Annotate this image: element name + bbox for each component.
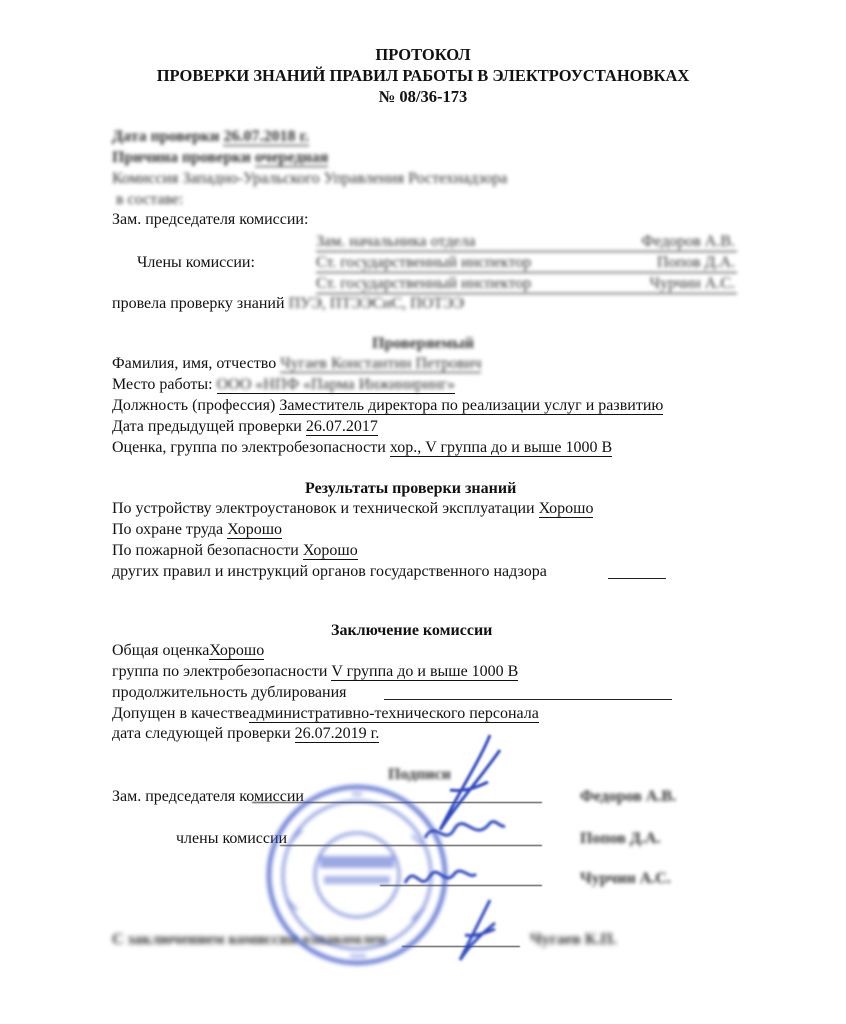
duplication-label: продолжительность дублирования xyxy=(112,684,347,701)
admission-label: Допущен в качестве xyxy=(112,705,250,722)
signatures-heading: Подписи xyxy=(388,766,451,783)
grade-value: хор., V группа до и выше 1000 В xyxy=(389,439,613,456)
document-subtitle: ПРОВЕРКИ ЗНАНИЙ ПРАВИЛ РАБОТЫ В ЭЛЕКТРОУСТАНОВКАХ xyxy=(156,66,690,85)
result-row xyxy=(112,520,282,539)
sig-member1-name: Попов Д.А. xyxy=(580,830,661,847)
member-name: Попов Д.А. xyxy=(656,254,735,271)
check-date-value: 26.07.2018 г. xyxy=(223,128,309,145)
composition-label: в составе: xyxy=(116,191,184,208)
check-reason-value: очередная xyxy=(254,149,329,166)
result-row xyxy=(112,541,358,560)
position-row xyxy=(112,396,663,415)
signature-examinee xyxy=(440,895,510,965)
admission-row xyxy=(112,704,539,723)
result-label: По пожарной безопасности xyxy=(112,542,299,559)
fio-label: Фамилия, имя, отчество xyxy=(112,355,277,372)
result-value: Хорошо xyxy=(538,500,594,517)
member-name: Чурчин А.С. xyxy=(649,275,735,292)
member-row xyxy=(316,274,737,294)
deputy-chair-label: Зам. председателя комиссии: xyxy=(112,211,309,228)
ack-label: С заключением комиссии ознакомлен xyxy=(112,931,387,948)
overall-row xyxy=(112,641,264,660)
conducted-rules: ПУЭ, ПТЭЭСиС, ПОТЭЭ xyxy=(288,295,465,312)
check-date-label: Дата проверки xyxy=(112,128,220,145)
check-reason xyxy=(112,148,328,167)
deputy-chair-row xyxy=(316,232,737,252)
member-position: Ст. государственный инспектор xyxy=(316,275,532,292)
document-title: ПРОТОКОЛ xyxy=(375,45,471,64)
next-check-row xyxy=(112,724,379,743)
prev-check-value: 26.07.2017 xyxy=(305,418,378,435)
sig-deputy-label-text: Зам. председателя комиссии xyxy=(112,788,304,805)
signature-member1 xyxy=(420,808,510,858)
grade-row xyxy=(112,438,612,457)
deputy-chair-name: Федоров А.В. xyxy=(641,233,735,250)
result-label: других правил и инструкций органов государственного надзора xyxy=(112,563,547,580)
position-label: Должность (профессия) xyxy=(112,397,276,414)
blank-line xyxy=(608,578,666,579)
group-value: V группа до и выше 1000 В xyxy=(331,663,519,680)
fio-row xyxy=(112,354,481,373)
result-label: По охране труда xyxy=(112,521,224,538)
prev-check-label: Дата предыдущей проверки xyxy=(112,418,302,435)
sig-deputy-name: Федоров А.В. xyxy=(580,788,677,805)
duplication-row xyxy=(112,683,347,702)
position-value: Заместитель директора по реализации услуг и развитию xyxy=(279,397,664,414)
commission-name: Комиссия Западно-Уральского Управления Ростехнадзора xyxy=(112,170,508,187)
check-date xyxy=(112,127,309,146)
conducted-row xyxy=(112,294,464,313)
overall-label: Общая оценка xyxy=(112,642,210,659)
ack-name: Чугаев К.П. xyxy=(530,931,617,948)
workplace-row xyxy=(112,375,455,394)
sig-member2-name: Чурчин А.С. xyxy=(580,870,671,887)
prev-check-row xyxy=(112,417,378,436)
fio-value: Чугаев Константин Петрович xyxy=(280,355,482,372)
next-check-value: 26.07.2019 г. xyxy=(294,725,380,742)
blank-line xyxy=(384,699,672,700)
sig-members-label: члены комиссии xyxy=(176,830,288,847)
sig-deputy-label xyxy=(112,787,304,806)
conclusion-heading: Заключение комиссии xyxy=(331,622,493,639)
deputy-chair-position: Зам. начальника отдела xyxy=(316,233,476,250)
member-position: Ст. государственный инспектор xyxy=(316,254,532,271)
results-heading: Результаты проверки знаний xyxy=(305,480,517,497)
examinee-heading: Проверяемый xyxy=(372,335,474,352)
next-check-label: дата следующей проверки xyxy=(112,725,291,742)
result-value: Хорошо xyxy=(302,542,358,559)
check-reason-label: Причина проверки xyxy=(112,149,251,166)
protocol-number: № 08/36-173 xyxy=(378,87,468,106)
result-row xyxy=(112,562,547,581)
member-row xyxy=(316,253,737,273)
members-label: Члены комиссии: xyxy=(137,254,255,271)
grade-label: Оценка, группа по электробезопасности xyxy=(112,439,386,456)
signature-member2 xyxy=(400,858,480,898)
workplace-value: ООО «НПФ «Парма Инжиниринг» xyxy=(216,376,456,393)
overall-value: Хорошо xyxy=(209,642,265,659)
workplace-label: Место работы: xyxy=(112,376,213,393)
group-label: группа по электробезопасности xyxy=(112,663,328,680)
result-label: По устройству электроустановок и технической эксплуатации xyxy=(112,500,535,517)
group-row xyxy=(112,662,518,681)
result-value: Хорошо xyxy=(227,521,283,538)
admission-value: административно-технического персонала xyxy=(249,705,539,722)
conducted-label: провела проверку знаний xyxy=(112,295,285,312)
result-row xyxy=(112,499,593,518)
